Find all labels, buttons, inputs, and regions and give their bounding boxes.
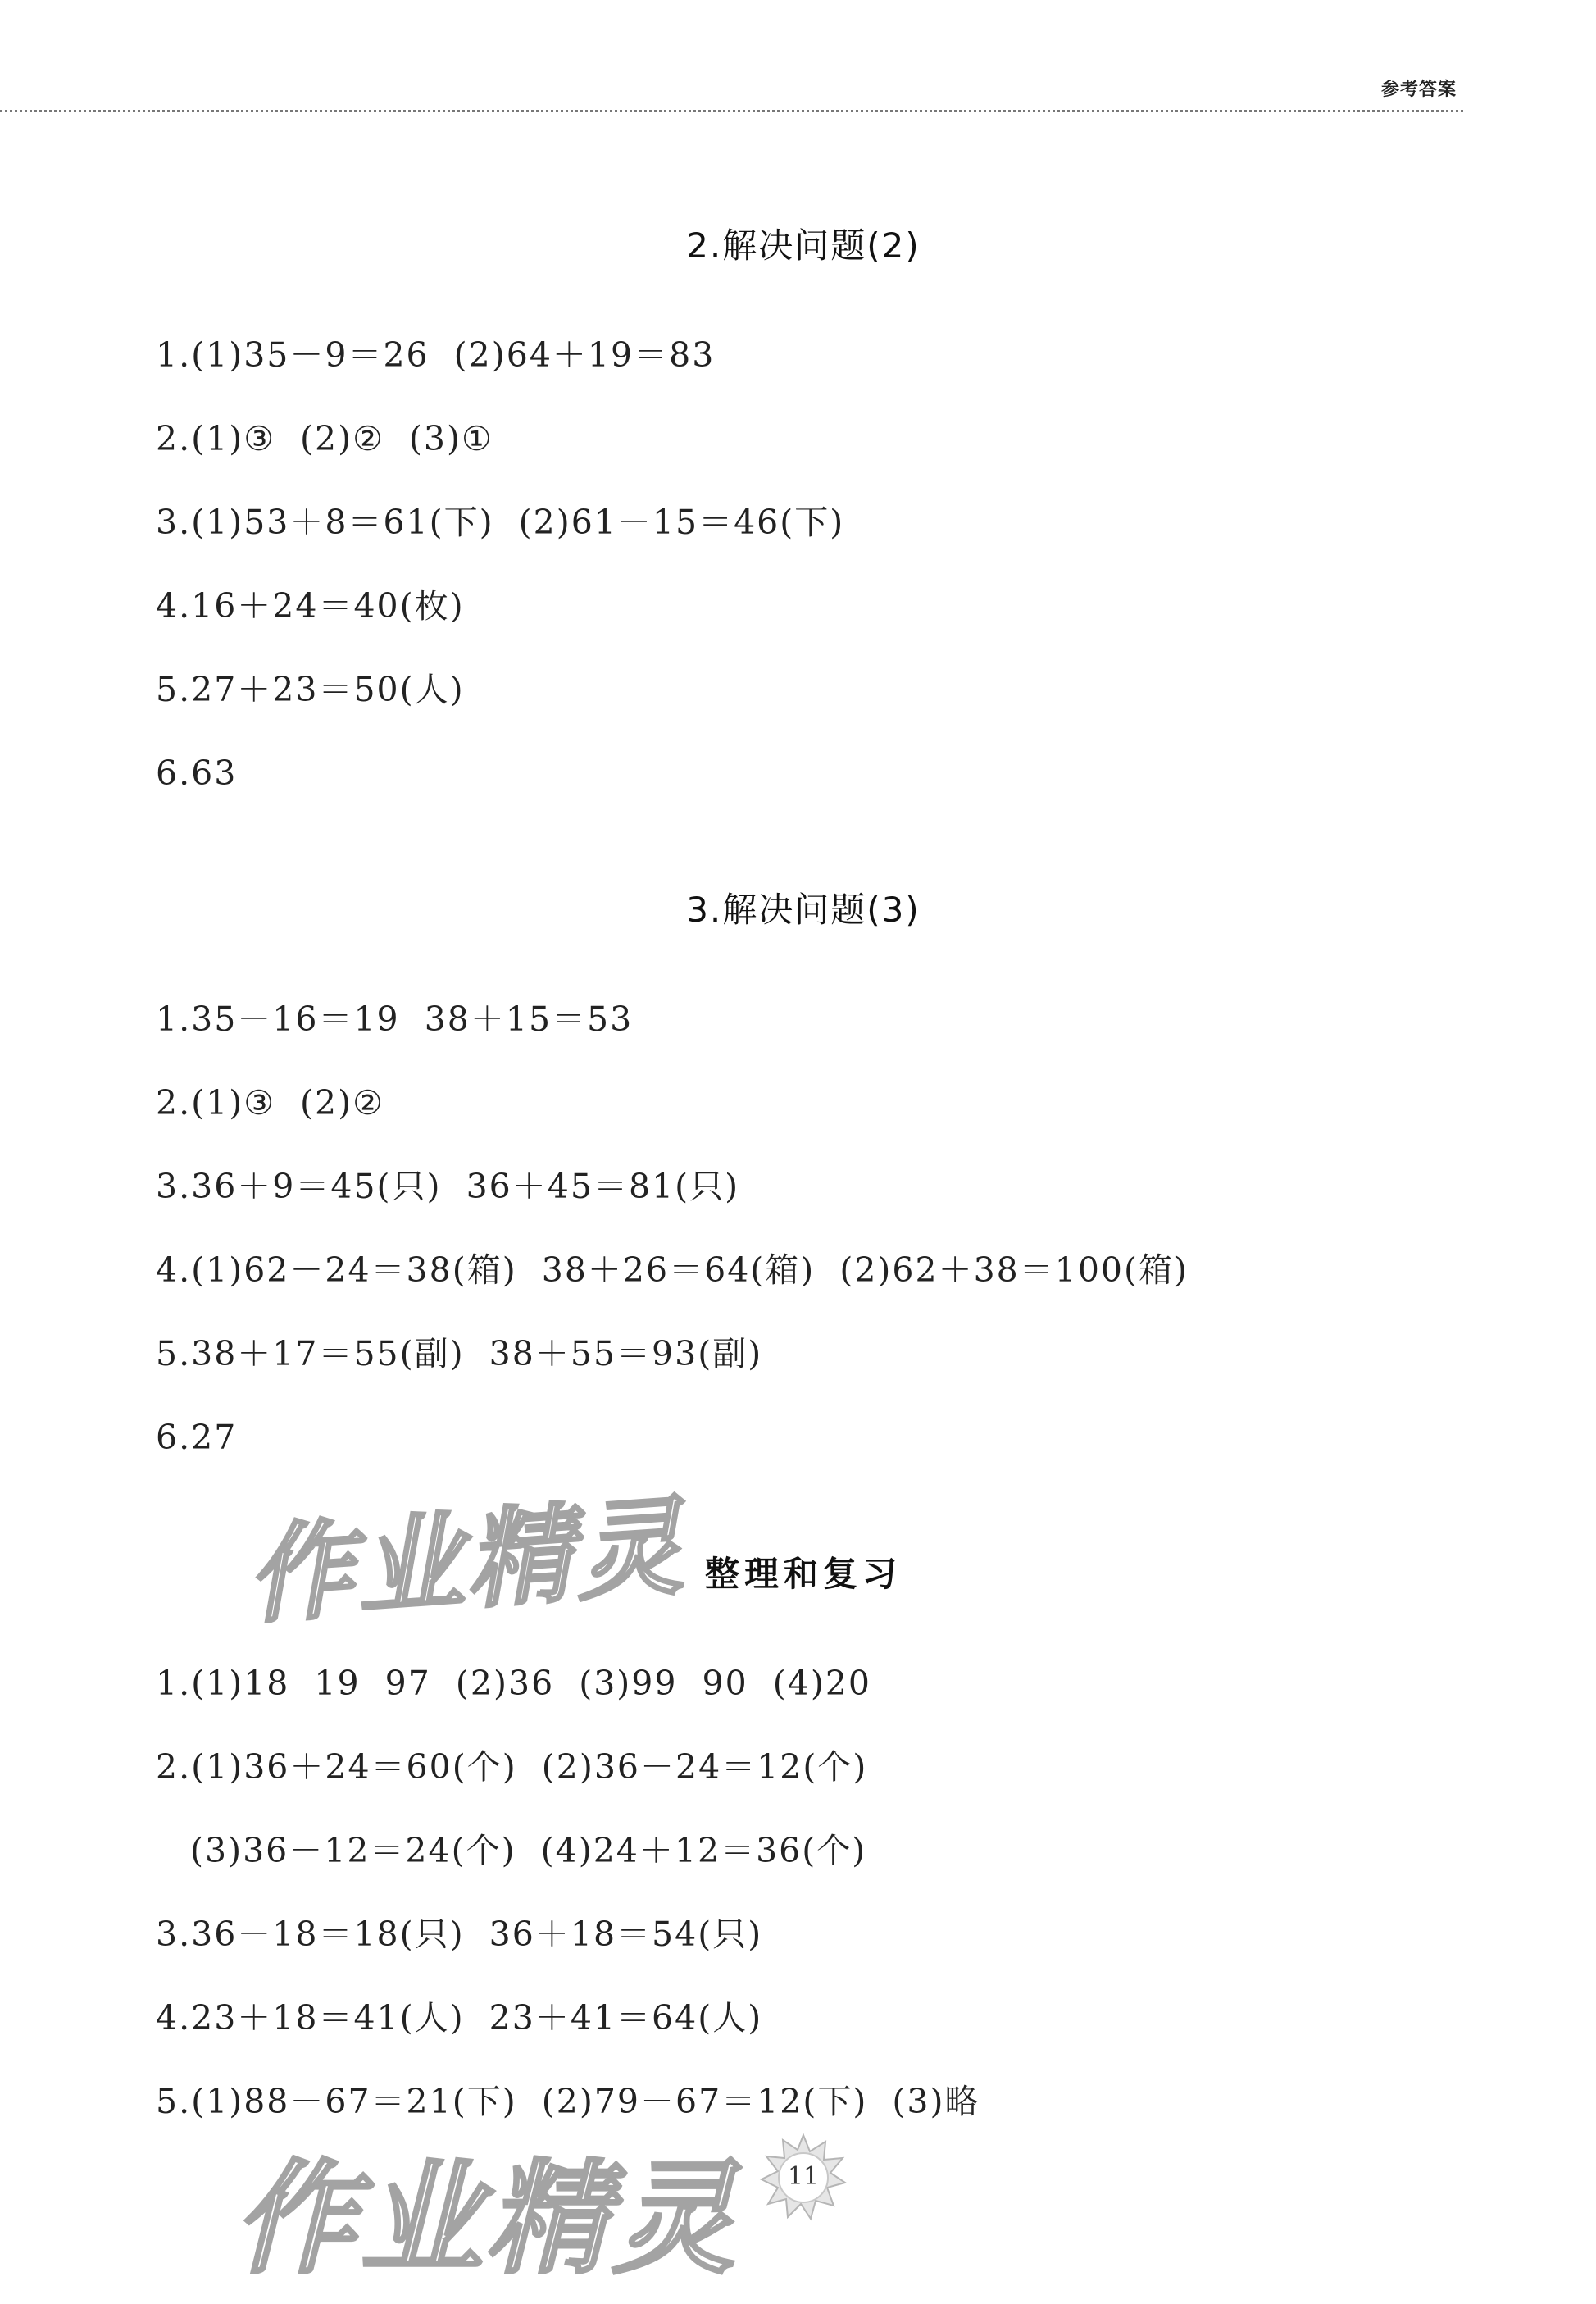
answer-line: 2.(1)③ (2)② (3)① xyxy=(156,419,493,458)
section-title: 3.解决问题(3) xyxy=(686,890,921,930)
section-title: 2.解决问题(2) xyxy=(686,225,921,266)
answer-line: 2.(1)③ (2)② xyxy=(156,1083,384,1122)
header-label: 参考答案 xyxy=(1380,80,1457,100)
answer-line: 4.(1)62－24＝38(箱) 38＋26＝64(箱) (2)62＋38＝100(箱) xyxy=(156,1250,1189,1290)
answer-line: 6.27 xyxy=(156,1418,238,1457)
answer-line: 1.(1)35－9＝26 (2)64＋19＝83 xyxy=(156,335,716,375)
watermark: 作业精灵 xyxy=(234,2148,739,2291)
answer-line: 5.27＋23＝50(人) xyxy=(156,670,465,709)
section-review xyxy=(156,1546,1451,2161)
answer-line: 4.16＋24＝40(枚) xyxy=(156,586,465,626)
answer-line: 5.38＋17＝55(副) 38＋55＝93(副) xyxy=(156,1334,763,1373)
header-dotted-rule xyxy=(0,110,1463,112)
answer-line: 5.(1)88－67＝21(下) (2)79－67＝12(下) (3)略 xyxy=(156,2082,980,2121)
answer-line: 3.36－18＝18(只) 36＋18＝54(只) xyxy=(156,1915,763,1954)
answer-list xyxy=(156,995,1451,1496)
watermark: 作业精灵 xyxy=(243,1483,690,1639)
answer-line: 3.36＋9＝45(只) 36＋45＝81(只) xyxy=(156,1167,740,1206)
answer-line: 3.(1)53＋8＝61(下) (2)61－15＝46(下) xyxy=(156,503,845,542)
answer-line: 2.(1)36＋24＝60(个) (2)36－24＝12(个) xyxy=(156,1747,868,1787)
page-number-badge xyxy=(758,2132,848,2222)
answer-list xyxy=(156,330,1451,832)
answer-line: (3)36－12＝24(个) (4)24＋12＝36(个) xyxy=(190,1831,867,1870)
answer-line: 1.35－16＝19 38＋15＝53 xyxy=(156,999,634,1039)
answer-line: 4.23＋18＝41(人) 23＋41＝64(人) xyxy=(156,1998,763,2038)
page-number: 11 xyxy=(787,2162,820,2191)
answer-list xyxy=(156,1659,1451,2161)
answer-line: 1.(1)18 19 97 (2)36 (3)99 90 (4)20 xyxy=(156,1664,872,1703)
section-solve-problems-2 xyxy=(156,217,1451,832)
answer-line: 6.63 xyxy=(156,754,238,793)
section-solve-problems-3 xyxy=(156,881,1451,1496)
section-title: 整理和复习 xyxy=(704,1554,902,1594)
